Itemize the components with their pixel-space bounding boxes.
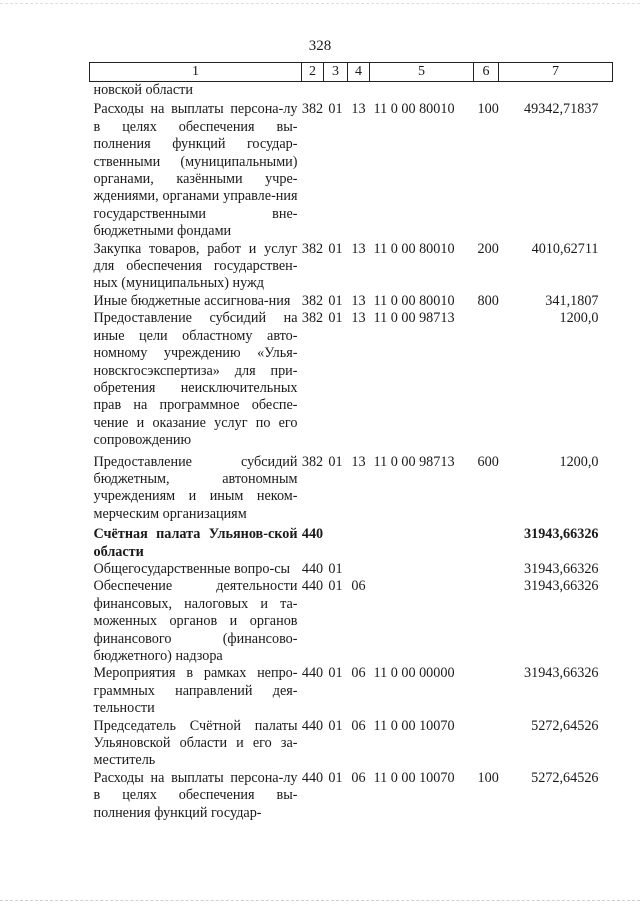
row-col-4: 13 [351,310,366,327]
row-col-7: 49342,71837 [524,101,599,118]
row-col-3: 01 [328,578,343,595]
table-row [90,99,613,240]
row-col-6 [474,718,499,770]
row-col-5 [370,523,474,561]
header-row [90,63,613,82]
row-col-5 [370,82,474,100]
table-row [90,293,613,310]
row-col-3: 01 [328,717,343,734]
table-header [90,63,613,82]
row-col-4: 13 [351,292,366,309]
row-col-3: 01 [328,240,343,257]
table-row [90,241,613,293]
row-col-5: 11 0 00 00000 [373,665,455,682]
row-col-6: 800 [477,292,499,309]
scan-edge-bottom [0,900,640,901]
row-col-6 [474,665,499,717]
row-col-2: 382 [301,240,324,257]
row-name: Иные бюджетные ассигнова-ния [93,292,291,309]
row-col-2 [302,82,324,100]
budget-table [89,62,613,822]
row-col-7: 5272,64526 [531,717,599,734]
row-col-7: 5272,64526 [531,769,599,786]
table-row [90,770,613,822]
row-col-6: 100 [477,769,499,786]
row-col-2: 382 [301,453,324,470]
row-col-4: 13 [351,453,366,470]
row-col-7: 31943,66326 [524,526,599,543]
row-col-7 [499,82,613,100]
table-row [90,718,613,770]
table-row [90,310,613,449]
row-col-6 [474,310,499,449]
row-col-2: 440 [301,526,324,543]
scan-edge-top [0,3,640,4]
row-col-5: 11 0 00 80010 [373,240,455,257]
row-col-3: 01 [328,560,343,577]
row-col-5: 11 0 00 10070 [373,769,455,786]
row-col-2: 382 [301,101,324,118]
table-body [90,82,613,823]
row-col-5: 11 0 00 80010 [373,292,455,309]
row-col-5: 11 0 00 98713 [373,310,455,327]
row-col-3: 01 [328,310,343,327]
row-col-4: 06 [351,665,366,682]
row-col-2: 382 [301,292,324,309]
header-col-6: 6 [474,63,499,82]
row-col-4 [348,82,370,100]
header-col-1: 1 [90,63,302,82]
row-col-2: 440 [301,560,324,577]
table-row [90,578,613,665]
header-col-2: 2 [302,63,324,82]
row-col-5 [370,578,474,665]
row-col-5: 11 0 00 80010 [373,101,455,118]
row-col-2: 440 [301,769,324,786]
row-col-5: 11 0 00 98713 [373,453,455,470]
row-col-2: 440 [301,717,324,734]
row-col-7: 341,1807 [545,292,599,309]
row-col-3 [324,523,348,561]
row-col-7: 1200,0 [559,453,599,470]
row-col-6 [474,561,499,578]
header-col-5: 5 [370,63,474,82]
row-col-7: 31943,66326 [524,665,599,682]
row-col-6: 200 [477,240,499,257]
row-col-6 [474,82,499,100]
row-col-3: 01 [328,453,343,470]
row-col-3: 01 [328,665,343,682]
row-col-4 [348,523,370,561]
row-name: Председатель Счётной палаты Ульяновской области и его за-меститель [93,717,298,769]
row-col-4 [348,561,370,578]
page-number: 328 [308,38,332,54]
row-col-6 [474,523,499,561]
table-row [90,82,613,100]
table-row [90,665,613,717]
row-name: Расходы на выплаты персона-лу в целях обеспечения вы-полнения функций государ-ственными (муниципальными) органами, казёнными учре-ждениями, органами управле-ния государственными вне-бюджетными фондами [93,101,298,240]
row-col-7: 31943,66326 [524,578,599,595]
row-col-2: 440 [301,665,324,682]
row-col-4: 06 [351,717,366,734]
table-row [90,561,613,578]
row-col-6: 100 [477,101,499,118]
row-col-6 [474,578,499,665]
row-col-5 [370,561,474,578]
row-col-5: 11 0 00 10070 [373,717,455,734]
row-col-3: 01 [328,292,343,309]
row-col-2: 382 [301,310,324,327]
table-row [90,523,613,561]
row-name: Закупка товаров, работ и услуг для обеспечения государствен-ных (муниципальных) нужд [93,240,298,292]
row-name: Расходы на выплаты персона-лу в целях обеспечения вы-полнения функций государ- [93,769,298,821]
row-col-3: 01 [328,769,343,786]
header-col-3: 3 [324,63,348,82]
row-col-6: 600 [477,453,499,470]
row-col-3 [324,82,348,100]
row-col-2: 440 [301,578,324,595]
row-col-4: 06 [351,769,366,786]
row-col-4: 06 [351,578,366,595]
row-name: Предоставление субсидий бюджетным, автономным учреждениям и иным неком-мерческим организациям [93,453,298,522]
header-col-4: 4 [348,63,370,82]
header-col-7: 7 [499,63,613,82]
row-col-7: 4010,62711 [531,240,599,257]
row-col-3: 01 [328,101,343,118]
row-name: Мероприятия в рамках непро-граммных направлений дея-тельности [93,665,298,717]
row-name: Предоставление субсидий на иные цели областному авто-номному учреждению «Улья-новскгосэкспертиза» для при-обретения неисключительных прав на программное обеспе-чение и оказание услуг по его сопровождению [93,310,298,449]
row-name: Общегосударственные вопро-сы [93,560,291,577]
row-col-7: 31943,66326 [524,560,599,577]
row-name: Счётная палата Ульянов-ской области [93,526,298,560]
row-col-4: 13 [351,240,366,257]
row-col-4: 13 [351,101,366,118]
row-name: Обеспечение деятельности финансовых, налоговых и та-моженных органов и органов финансового (финансово-бюджетного) надзора [93,578,298,664]
table-row [90,450,613,524]
row-col-7: 1200,0 [559,310,599,327]
row-name: новской области [93,82,193,98]
